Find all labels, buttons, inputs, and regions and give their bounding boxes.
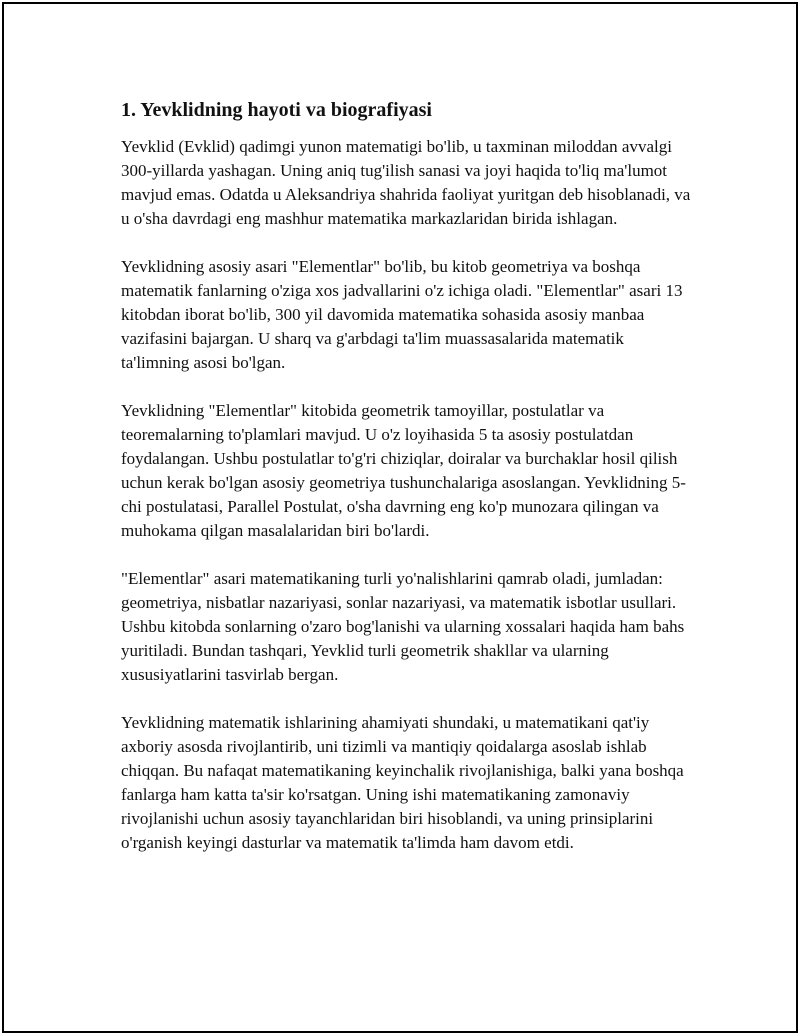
paragraph-3: Yevklidning "Elementlar" kitobida geometrik tamoyillar, postulatlar va teoremalarning to'plamlari mavjud. U o'z loyihasida 5 ta asosiy postulatdan foydalangan. Ushbu postulatlar to'g'ri chiziqlar, doiralar va burchaklar hosil qilish uchun kerak bo'lgan asosiy geometriya tushunchalariga asoslangan. Yevklidning 5-chi postulatasi, Parallel Postulat, o'sha davrning eng ko'p munozara qilingan va muhokama qilgan masalalaridan biri bo'lardi.: [121, 401, 686, 540]
document-body: [121, 96, 693, 879]
paragraph-5: Yevklidning matematik ishlarining ahamiyati shundaki, u matematikani qat'iy axboriy asosda rivojlantirib, uni tizimli va mantiqiy qoidalarga asoslab ishlab chiqqan. Bu nafaqat matematikaning keyinchalik rivojlanishiga, balki yana boshqa fanlarga ham katta ta'sir ko'rsatgan. Uning ishi matematikaning zamonaviy rivojlanishi uchun asosiy tayanchlaridan biri hisoblandi, va uning prinsiplarini o'rganish keyingi dasturlar va matematik ta'limda ham davom etdi.: [121, 713, 684, 852]
document-page: [2, 2, 798, 1033]
paragraph-2: Yevklidning asosiy asari "Elementlar" bo'lib, bu kitob geometriya va boshqa matematik fanlarning o'ziga xos jadvallarini o'z ichiga oladi. "Elementlar" asari 13 kitobdan iborat bo'lib, 300 yil davomida matematika sohasida asosiy manbaa vazifasini bajargan. U sharq va g'arbdagi ta'lim muassasalarida matematik ta'limning asosi bo'lgan.: [121, 257, 683, 372]
paragraph-4: "Elementlar" asari matematikaning turli yo'nalishlarini qamrab oladi, jumladan: geometriya, nisbatlar nazariyasi, sonlar nazariyasi, va matematik isbotlar usullari. Ushbu kitobda sonlarning o'zaro bog'lanishi va ularning xossalari haqida ham bahs yuritiladi. Bundan tashqari, Yevklid turli geometrik shakllar va ularning xususiyatlarini tasvirlab bergan.: [121, 569, 685, 684]
section-title: 1. Yevklidning hayoti va biografiyasi: [121, 99, 432, 121]
paragraph-1: Yevklid (Evklid) qadimgi yunon matematigi bo'lib, u taxminan miloddan avvalgi 300-yillarda yashagan. Uning aniq tug'ilish sanasi va joyi haqida to'liq ma'lumot mavjud emas. Odatda u Aleksandriya shahrida faoliyat yuritgan deb hisoblanadi, va u o'sha davrdagi eng mashhur matematika markazlaridan birida ishlagan.: [121, 137, 691, 228]
